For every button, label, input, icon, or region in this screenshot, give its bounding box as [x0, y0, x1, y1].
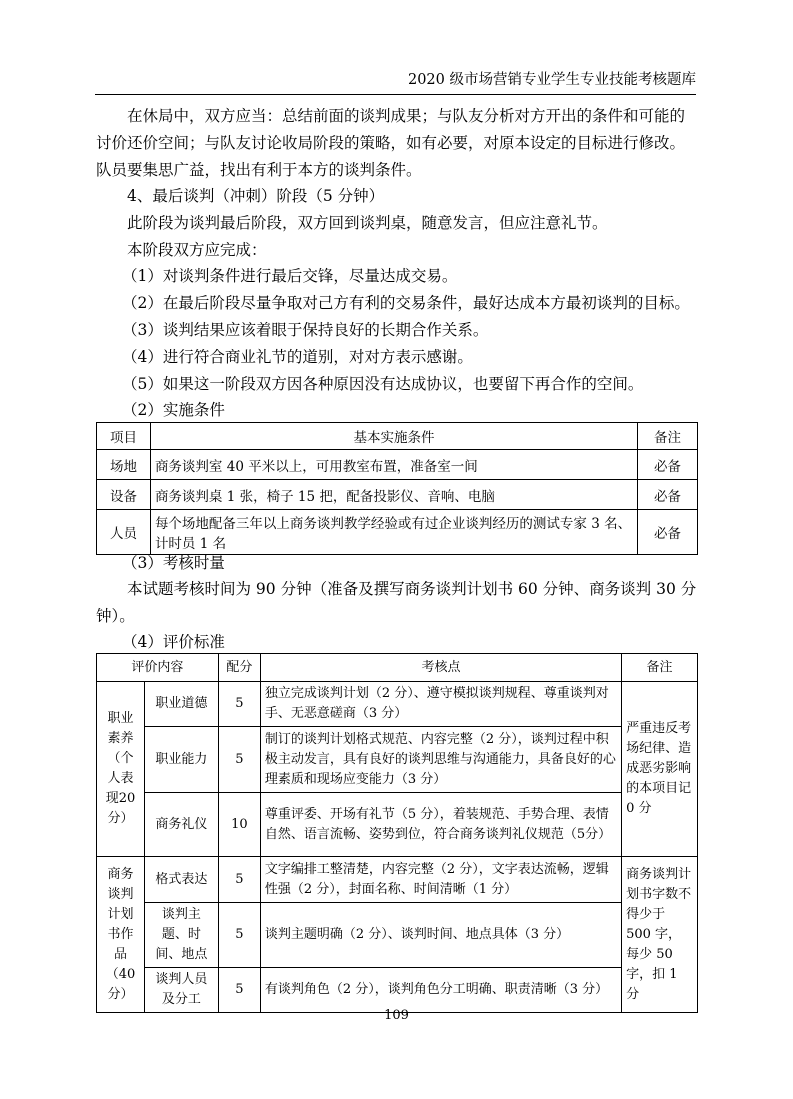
- table-header: 项目: [97, 423, 151, 450]
- table-cell: 谈判主题、时间、地点: [144, 903, 218, 968]
- list-item: （5）如果这一阶段双方因各种原因没有达成协议，也要留下再合作的空间。: [122, 375, 644, 393]
- table-header: 配分: [218, 654, 260, 682]
- conditions-table: [96, 422, 698, 555]
- table-cell: 尊重评委、开场有礼节（5 分），着装规范、手势合理、表情自然、语言流畅、姿势到位，符合商务谈判礼仪规范（5分）: [260, 793, 621, 857]
- table-header: 备注: [622, 654, 698, 682]
- page-header: 2020 级市场营销专业学生专业技能考核题库: [95, 68, 696, 95]
- section-heading: 4、最后谈判（冲刺）阶段（5 分钟）: [127, 187, 385, 205]
- table-cell: 5: [218, 903, 260, 968]
- list-item: （2）在最后阶段尽量争取对己方有利的交易条件，最好达成本方最初谈判的目标。: [122, 294, 690, 312]
- paragraph-line: 钟）。: [96, 607, 135, 625]
- table-cell: 格式表达: [144, 857, 218, 903]
- note-cell: 商务谈判计划书字数不得少于 500 字，每少 50 字，扣 1 分: [622, 857, 698, 1013]
- table-cell: 5: [218, 857, 260, 903]
- table-row: [97, 903, 698, 968]
- table-cell: 制订的谈判计划格式规范、内容完整（2 分），谈判过程中积极主动发言，具有良好的谈判思维与沟通能力，具备良好的心理素质和现场应变能力（3 分）: [260, 727, 621, 793]
- table-cell: 5: [218, 682, 260, 727]
- table-cell: 场地: [97, 450, 151, 480]
- section-heading: （4）评价标准: [122, 633, 225, 651]
- table-row: [97, 727, 698, 793]
- table-header: 基本实施条件: [150, 423, 637, 450]
- paragraph-line: 在休局中，双方应当：总结前面的谈判成果；与队友分析对方开出的条件和可能的: [127, 107, 686, 125]
- table-cell: 必备: [638, 480, 698, 510]
- evaluation-table: [96, 653, 698, 1013]
- table-header: 考核点: [260, 654, 621, 682]
- table-cell: 每个场地配备三年以上商务谈判教学经验或有过企业谈判经历的测试专家 3 名、计时员 1 名: [150, 510, 637, 555]
- table-row: [97, 510, 698, 555]
- section-heading: （3）考核时量: [122, 554, 225, 572]
- table-cell: 人员: [97, 510, 151, 555]
- page-number: 109: [384, 1008, 409, 1023]
- table-header: 备注: [638, 423, 698, 450]
- table-row: [97, 480, 698, 510]
- list-item: （4）进行符合商业礼节的道别，对对方表示感谢。: [122, 348, 473, 366]
- note-cell: 严重违反考场纪律、造成恶劣影响的本项目记 0 分: [622, 682, 698, 857]
- list-item: （3）谈判结果应该着眼于保持良好的长期合作关系。: [122, 321, 489, 339]
- table-row: [97, 857, 698, 903]
- group-cell: 商务谈判计划书作品（40分）: [97, 857, 145, 1013]
- table-row: [97, 682, 698, 727]
- paragraph-line: 本试题考核时间为 90 分钟（准备及撰写商务谈判计划书 60 分钟、商务谈判 30 分: [127, 580, 697, 598]
- list-item: （1）对谈判条件进行最后交锋，尽量达成交易。: [122, 267, 458, 285]
- table-cell: 文字编排工整清楚，内容完整（2 分），文字表达流畅，逻辑性强（2 分），封面名称、时间清晰（1 分）: [260, 857, 621, 903]
- table-cell: 10: [218, 793, 260, 857]
- paragraph-line: 讨价还价空间；与队友讨论收局阶段的策略，如有必要，对原本设定的目标进行修改。: [96, 134, 686, 152]
- table-cell: 商务谈判室 40 平米以上，可用教室布置，准备室一间: [150, 450, 637, 480]
- table-cell: 独立完成谈判计划（2 分）、遵守模拟谈判规程、尊重谈判对手、无恶意磋商（3 分）: [260, 682, 621, 727]
- table-cell: 设备: [97, 480, 151, 510]
- table-cell: 职业能力: [144, 727, 218, 793]
- section-heading: （2）实施条件: [122, 401, 225, 419]
- group-cell: 职业素养（个人表现20分）: [97, 682, 145, 857]
- table-cell: 必备: [638, 450, 698, 480]
- table-cell: 5: [218, 968, 260, 1013]
- table-cell: 谈判人员及分工: [144, 968, 218, 1013]
- paragraph-line: 本阶段双方应完成：: [127, 241, 267, 259]
- table-row: [97, 793, 698, 857]
- table-cell: 必备: [638, 510, 698, 555]
- paragraph-line: 队员要集思广益，找出有利于本方的谈判条件。: [96, 161, 422, 179]
- table-cell: 5: [218, 727, 260, 793]
- table-cell: 有谈判角色（2 分），谈判角色分工明确、职责清晰（3 分）: [260, 968, 621, 1013]
- table-cell: 商务谈判桌 1 张，椅子 15 把，配备投影仪、音响、电脑: [150, 480, 637, 510]
- table-row: [97, 450, 698, 480]
- table-header: 评价内容: [97, 654, 219, 682]
- table-cell: 职业道德: [144, 682, 218, 727]
- table-cell: 商务礼仪: [144, 793, 218, 857]
- paragraph-line: 此阶段为谈判最后阶段，双方回到谈判桌，随意发言，但应注意礼节。: [127, 214, 608, 232]
- table-row: [97, 968, 698, 1013]
- table-cell: 谈判主题明确（2 分）、谈判时间、地点具体（3 分）: [260, 903, 621, 968]
